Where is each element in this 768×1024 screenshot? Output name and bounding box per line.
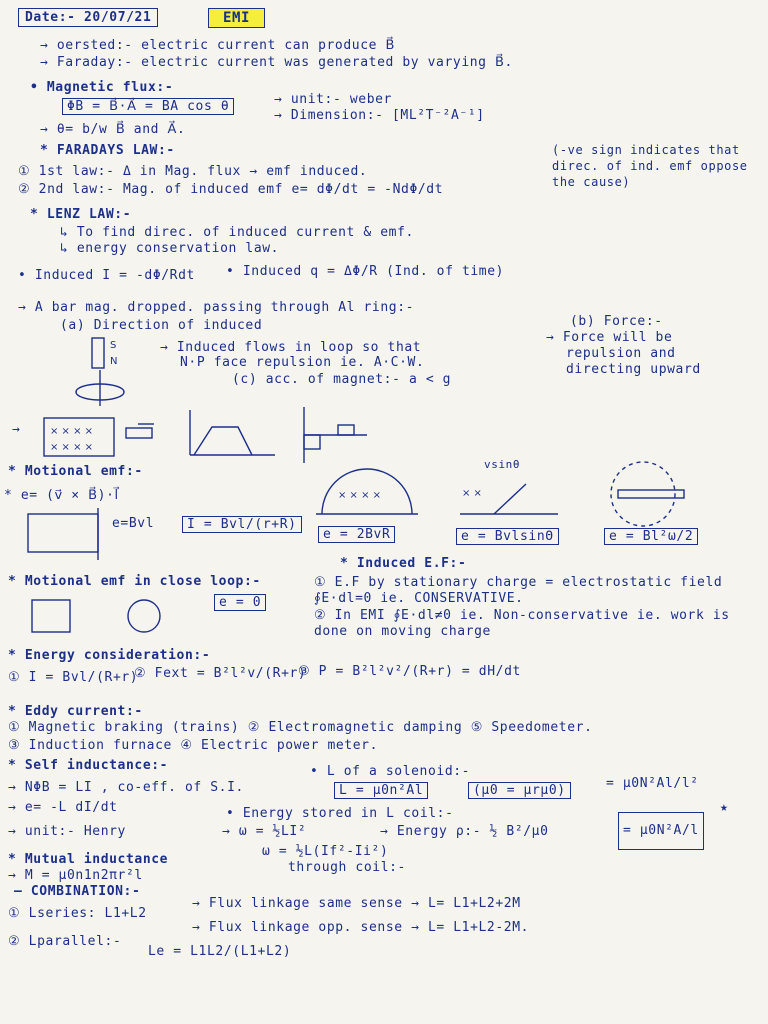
- flux-dimension: → Dimension:- [ML²T⁻²A⁻¹]: [274, 108, 485, 123]
- ring-b1: → Force will be: [546, 330, 673, 345]
- energy-three: ③ P = B²l²v²/(R+r) = dH/dt: [298, 664, 521, 679]
- solenoid-alt: = μ0N²Al/l²: [606, 776, 699, 791]
- induced-charge: • Induced q = ΔΦ/R (Ind. of time): [226, 264, 505, 279]
- ring-a1: → Induced flows in loop so that: [160, 340, 422, 355]
- ring-a2: N·P face repulsion ie. A·C·W.: [180, 355, 425, 370]
- emf-time-graph: [292, 405, 372, 465]
- self-heading: * Self inductance:-: [8, 758, 169, 773]
- page-title: EMI: [208, 8, 265, 28]
- parallel-label: ② Lparallel:-: [8, 934, 122, 949]
- lenz-b: ↳ energy conservation law.: [60, 241, 280, 256]
- ring-b: (b) Force:-: [570, 314, 663, 329]
- energy-one: ① I = Bvl/(R+r): [8, 670, 139, 685]
- motional-circuit: [18, 504, 118, 564]
- energy-stored-heading: • Energy stored in L coil:-: [226, 806, 454, 821]
- mutual-heading: * Mutual inductance: [8, 852, 169, 867]
- flux-heading: • Magnetic flux:-: [30, 80, 174, 95]
- opposite-sense: → Flux linkage opp. sense → L= L1+L2-2M.: [192, 920, 530, 935]
- energy-stored-w: → ω = ½LI²: [222, 824, 307, 839]
- energy-two: ② Fext = B²l²v/(R+r): [134, 666, 307, 681]
- parallel-formula: Le = L1L2/(L1+L2): [148, 944, 292, 959]
- faraday-first: ① 1st law:- Δ in Mag. flux → emf induced.: [18, 164, 368, 179]
- faraday-heading: * FARADAYS LAW:-: [40, 143, 175, 158]
- svg-text:N: N: [110, 356, 118, 367]
- closed-loop-heading: * Motional emf in close loop:-: [8, 574, 261, 589]
- ring-a: (a) Direction of induced: [60, 318, 263, 333]
- field-box-sketch: [42, 410, 162, 460]
- solenoid-heading: • L of a solenoid:-: [310, 764, 471, 779]
- solenoid-formula: L = μ0n²Al: [334, 782, 428, 799]
- self-c: → unit:- Henry: [8, 824, 126, 839]
- energy-heading: * Energy consideration:-: [8, 648, 211, 663]
- semicircle-sketch: [312, 462, 422, 522]
- motional-circuit-emf: e=Bvl: [112, 516, 155, 531]
- incline-emf: e = BvlsinΘ: [456, 528, 559, 545]
- arrow-row: →: [12, 422, 21, 437]
- ring-line: → A bar mag. dropped. passing through Al ring:-: [18, 300, 415, 315]
- induced-ef-two: ② In EMI ∮E·dl≠0 ie. Non-conservative ie. work is done on moving charge: [314, 608, 730, 639]
- flux-formula: ΦB = B⃗·A⃗ = BA cos θ: [62, 98, 234, 115]
- closed-loop-emf: e = 0: [214, 594, 266, 611]
- through-coil: through coil:-: [288, 860, 406, 875]
- induced-ef-one: ① E.F by stationary charge = electrostatic field ∮E·dl=0 ie. CONSERVATIVE.: [314, 575, 723, 606]
- star-icon: ★: [720, 800, 729, 815]
- motional-heading: * Motional emf:-: [8, 464, 143, 479]
- date-label: Date:- 20/07/21: [18, 8, 158, 27]
- lenz-a: ↳ To find direc. of induced current & emf.: [60, 225, 414, 240]
- self-b: → e= -L dI/dt: [8, 800, 118, 815]
- rotating-rod-sketch: [588, 458, 698, 528]
- induced-ef-heading: * Induced E.F:-: [340, 556, 467, 571]
- mutual-formula: → M = μ0n1n2πr²l: [8, 868, 143, 883]
- eddy-b: ③ Induction furnace ④ Electric power meter.: [8, 738, 379, 753]
- ring-c: (c) acc. of magnet:- a < g: [232, 372, 452, 387]
- ring-b3: directing upward: [566, 362, 701, 377]
- induced-current: • Induced I = -dΦ/Rdt: [18, 268, 195, 283]
- faraday-second: ② 2nd law:- Mag. of induced emf e= dΦ/dt = -NdΦ/dt: [18, 182, 444, 197]
- oersted-line: → oersted:- electric current can produce B⃗: [40, 38, 396, 53]
- same-sense: → Flux linkage same sense → L= L1+L2+2M: [192, 896, 521, 911]
- svg-text:× ×: × ×: [462, 488, 482, 499]
- series-label: ① Lseries: L1+L2: [8, 906, 147, 921]
- incline-sketch: [454, 470, 564, 526]
- closed-loop-sketch: [14, 596, 174, 636]
- lenz-heading: * LENZ LAW:-: [30, 207, 132, 222]
- faraday-note: (-ve sign indicates that direc. of ind. emf oppose the cause): [552, 143, 748, 189]
- magnet-ring-sketch: [62, 334, 152, 414]
- incline-vsin: vsinθ: [484, 458, 521, 471]
- faraday-line: → Faraday:- electric current was generated by varying B⃗.: [40, 55, 513, 70]
- flux-time-graph: [180, 405, 280, 465]
- svg-text:× × × ×: × × × ×: [50, 426, 94, 437]
- self-a: → NΦB = LI , co-eff. of S.I.: [8, 780, 244, 795]
- svg-text:S: S: [110, 340, 117, 351]
- semicircle-emf: e = 2BvR: [318, 526, 395, 543]
- energy-stored-w2: ω = ½L(If²-Ii²): [262, 844, 389, 859]
- flux-unit: → unit:- weber: [274, 92, 392, 107]
- ring-b2: repulsion and: [566, 346, 676, 361]
- combination-heading: — COMBINATION:-: [14, 884, 141, 899]
- flux-theta: → θ= b/w B⃗ and A⃗.: [40, 122, 186, 137]
- svg-text:× × × ×: × × × ×: [338, 490, 382, 501]
- svg-text:× × × ×: × × × ×: [50, 442, 94, 453]
- eddy-a: ① Magnetic braking (trains) ② Electromagnetic damping ⑤ Speedometer.: [8, 720, 593, 735]
- motional-current: I = Bvl/(r+R): [182, 516, 302, 533]
- eddy-heading: * Eddy current:-: [8, 704, 143, 719]
- motional-formula: * e= (v⃗ × B⃗)·l⃗: [4, 488, 119, 503]
- solenoid-alt2: = μ0N²A/l: [618, 812, 704, 850]
- rotating-rod-emf: e = Bl²ω/2: [604, 528, 698, 545]
- solenoid-mu: (μ0 = μrμ0): [468, 782, 571, 799]
- energy-density: → Energy ρ:- ½ B²/μ0: [380, 824, 549, 839]
